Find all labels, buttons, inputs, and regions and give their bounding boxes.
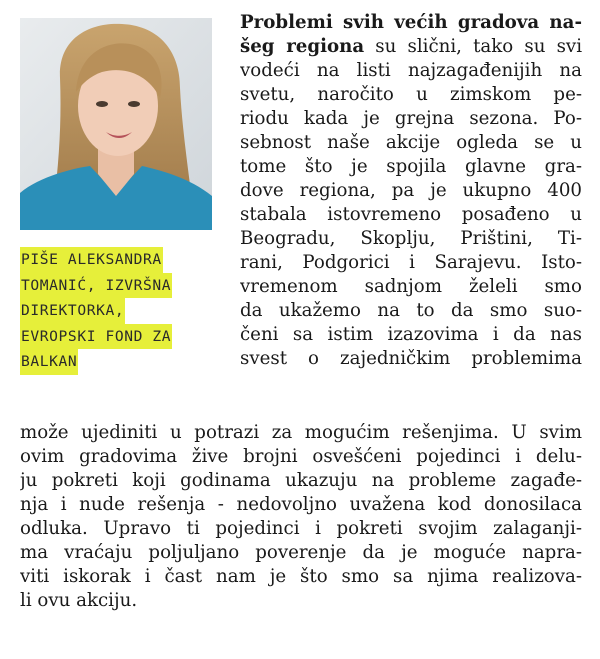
article-line: Beogradu, Skoplju, Prištini, Ti- bbox=[240, 228, 582, 249]
article-line: čeni sa istim izazovima i da nas bbox=[240, 324, 582, 345]
article-line: ju pokreti koji godinama ukazuju na probleme zagađe- bbox=[20, 470, 582, 491]
article-line: stabala istovremeno posađeno u bbox=[240, 204, 582, 225]
author-photo bbox=[20, 18, 212, 230]
article-line bbox=[240, 11, 582, 35]
article-line: vodeći na listi najzagađenijih na bbox=[240, 60, 582, 81]
article-line: viti iskorak i čast nam je što smo sa njima realizova- bbox=[20, 566, 582, 587]
article-line: svetu, naročito u zimskom pe- bbox=[240, 84, 582, 105]
article-line: riodu kada je grejna sezona. Po- bbox=[240, 108, 582, 129]
article-line: ma vraćaju poljuljano poverenje da je moguće napra- bbox=[20, 542, 582, 563]
lead-rest: su slični, tako su svi bbox=[364, 36, 582, 57]
caption-line: EVROPSKI FOND ZA bbox=[20, 324, 172, 350]
article-line bbox=[240, 35, 582, 59]
article-line: dove regiona, pa je ukupno 400 bbox=[240, 180, 582, 201]
caption-line: TOMANIĆ, IZVRŠNA bbox=[20, 273, 172, 299]
byline-caption bbox=[20, 247, 220, 375]
caption-line: PIŠE ALEKSANDRA bbox=[20, 247, 163, 273]
article-line: ovim gradovima žive brojni osvešćeni pojedinci i delu- bbox=[20, 446, 582, 467]
article-line: može ujediniti u potrazi za mogućim rešenjima. U svim bbox=[20, 422, 582, 443]
article-line: sebnost naše akcije ogleda se u bbox=[240, 132, 582, 153]
article-column-narrow bbox=[240, 11, 582, 371]
article-line: tome što je spojila glavne gra- bbox=[240, 156, 582, 177]
article-line: svest o zajedničkim problemima bbox=[240, 348, 582, 369]
lead-bold: šeg regiona bbox=[240, 36, 365, 57]
article-line: li ovu akciju. bbox=[20, 590, 138, 611]
article-column-full bbox=[20, 421, 582, 613]
article-line: da ukažemo na to da smo suo- bbox=[240, 300, 582, 321]
lead-bold: Problemi svih većih gradova na- bbox=[240, 12, 582, 33]
caption-line: BALKAN bbox=[20, 349, 78, 375]
article-line: nja i nude rešenja - nedovoljno uvažena kod donosilaca bbox=[20, 494, 582, 515]
article-line: vremenom sadnjom želeli smo bbox=[240, 276, 582, 297]
caption-line: DIREKTORKA, bbox=[20, 298, 125, 324]
article-line: odluka. Upravo ti pojedinci i pokreti svojim zalaganji- bbox=[20, 518, 582, 539]
article-line: rani, Podgorici i Sarajevu. Isto- bbox=[240, 252, 582, 273]
